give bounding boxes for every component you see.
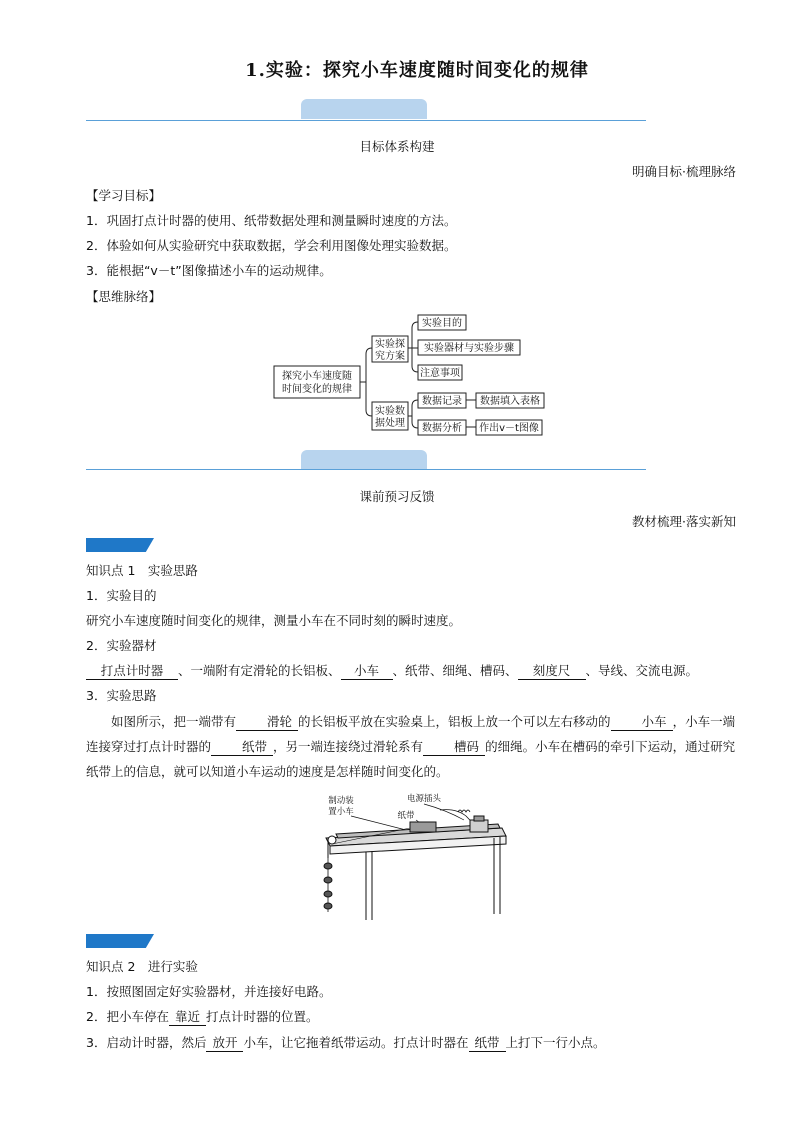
blank-answer: 滑轮 bbox=[236, 714, 298, 731]
figure-label-car-line1: 制动装 bbox=[328, 796, 354, 806]
mindmap-branch2-line2: 据处理 bbox=[375, 418, 405, 429]
goal-item: 1．巩固打点计时器的使用、纸带数据处理和测量瞬时速度的方法。 bbox=[86, 213, 457, 228]
blank-answer: 小车 bbox=[611, 714, 673, 731]
kp2-step2: 2．把小车停在 靠近 打点计时器的位置。 bbox=[86, 1009, 319, 1024]
mindmap-item-notes: 注意事项 bbox=[420, 368, 460, 379]
mindmap-item-equipment: 实验器材与实验步骤 bbox=[424, 343, 514, 354]
kp1-idea-paragraph: 如图所示，把一端带有 滑轮 的长铝板平放在实验桌上，铝板上放一个可以左右移动的 小车 ，小车一端连接穿过打点计时器的 纸带 ，另一端连接绕过滑轮系有 槽码 的细绳。小车在槽码的牵引下运动，通过研究纸带上的信息，就可以知道小车运动的速度是怎样随时间变化的。 bbox=[86, 714, 736, 779]
mindmap-branch1-line1: 实验探 bbox=[375, 339, 405, 350]
section-heading-goals: 目标体系构建 bbox=[359, 139, 435, 154]
mindmap-branch2-line1: 实验数 bbox=[375, 406, 405, 417]
kp2-step1: 1．按照图固定好实验器材，并连接好电路。 bbox=[86, 984, 332, 999]
mindmap-item-record: 数据记录 bbox=[422, 396, 462, 407]
mindmap-branch1-line2: 究方案 bbox=[375, 351, 405, 362]
kp1-equipment-line: 打点计时器 、一端附有定滑轮的长铝板、 小车 、纸带、细绳、槽码、 刻度尺 、导线、交流电源。 bbox=[86, 662, 698, 680]
section-tab-decoration bbox=[301, 450, 427, 470]
section-heading-preview: 课前预习反馈 bbox=[359, 489, 435, 504]
kp1-title: 知识点 1 实验思路 bbox=[86, 563, 198, 578]
kp1-equipment-title: 2．实验器材 bbox=[86, 638, 157, 653]
kp2-title: 知识点 2 进行实验 bbox=[86, 959, 198, 974]
blank-answer: 靠近 bbox=[169, 1009, 206, 1026]
section-divider bbox=[86, 120, 646, 121]
blank-answer: 纸带 bbox=[211, 739, 273, 756]
section-subheading-preview: 教材梳理·落实新知 bbox=[632, 514, 736, 529]
knowledge-badge bbox=[86, 538, 154, 552]
mindmap-result-graph: 作出v－t图像 bbox=[479, 423, 539, 434]
goal-item: 2．体验如何从实验研究中获取数据，学会利用图像处理实验数据。 bbox=[86, 238, 457, 253]
blank-answer: 放开 bbox=[206, 1035, 243, 1052]
blank-answer: 槽码 bbox=[423, 739, 485, 756]
blank-answer: 小车 bbox=[341, 663, 393, 680]
section-divider bbox=[86, 469, 646, 470]
figure-label-plug: 电源插头 bbox=[406, 794, 442, 804]
goal-item: 3．能根据“v－t”图像描述小车的运动规律。 bbox=[86, 263, 332, 278]
page-title: 1.实验：探究小车速度随时间变化的规律 bbox=[245, 60, 589, 81]
blank-answer: 打点计时器 bbox=[86, 663, 178, 680]
mindmap-root-line2: 时间变化的规律 bbox=[282, 384, 352, 395]
apparatus-figure bbox=[306, 790, 516, 920]
mindmap-root-line1: 探究小车速度随 bbox=[282, 371, 352, 382]
mindmap-result-table: 数据填入表格 bbox=[480, 396, 540, 407]
mind-map bbox=[270, 310, 560, 440]
figure-label-car-line2: 置小车 bbox=[328, 807, 354, 817]
mindmap-title: 【思维脉络】 bbox=[86, 289, 162, 304]
knowledge-badge bbox=[86, 934, 154, 948]
kp1-purpose-title: 1．实验目的 bbox=[86, 588, 157, 603]
kp1-purpose-text: 研究小车速度随时间变化的规律，测量小车在不同时刻的瞬时速度。 bbox=[86, 613, 462, 628]
section-subheading-goals: 明确目标·梳理脉络 bbox=[632, 164, 736, 179]
goals-title: 【学习目标】 bbox=[86, 188, 162, 203]
kp2-step3: 3．启动计时器，然后 放开 小车，让它拖着纸带运动。打点计时器在 纸带 上打下一行小点。 bbox=[86, 1035, 606, 1050]
blank-answer: 纸带 bbox=[469, 1035, 506, 1052]
mindmap-item-analysis: 数据分析 bbox=[422, 423, 462, 434]
blank-answer: 刻度尺 bbox=[518, 663, 586, 680]
kp1-idea-title: 3．实验思路 bbox=[86, 688, 157, 703]
figure-label-tape: 纸带 bbox=[397, 811, 415, 821]
section-tab-decoration bbox=[301, 99, 427, 119]
mindmap-item-purpose: 实验目的 bbox=[422, 318, 462, 329]
